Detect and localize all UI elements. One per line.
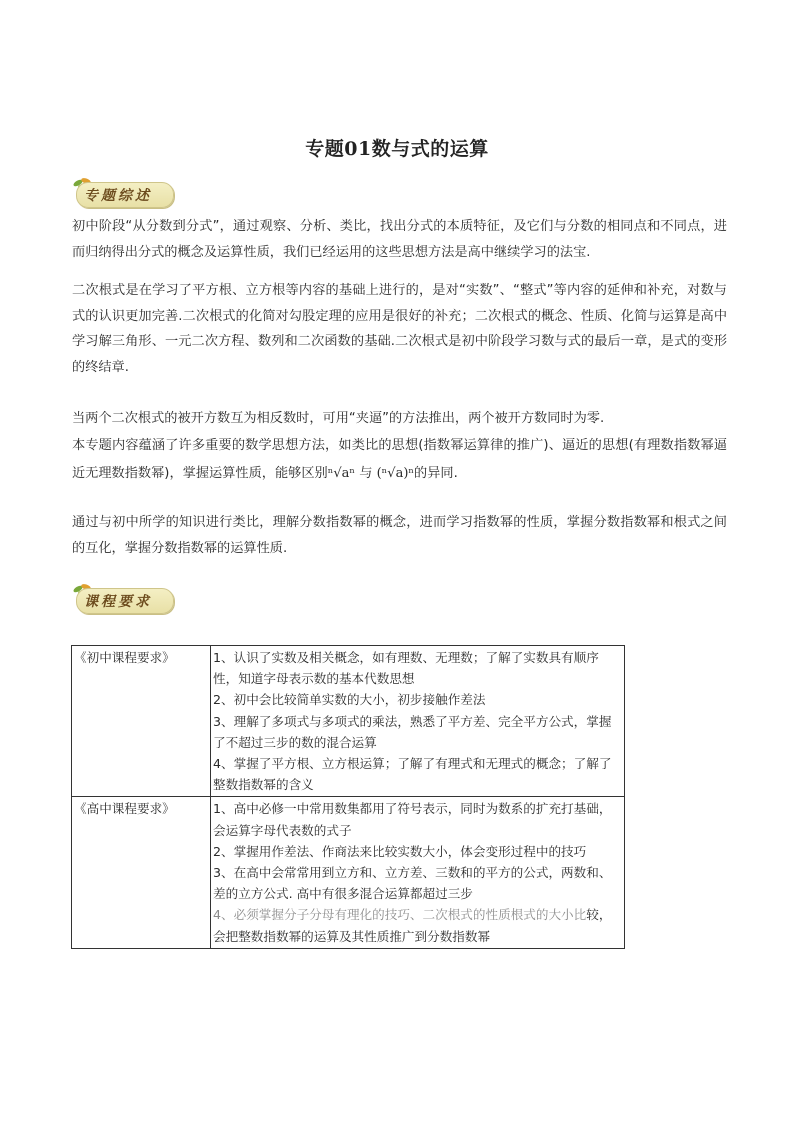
row-content-senior bbox=[211, 797, 625, 948]
row-content-junior bbox=[211, 646, 625, 797]
row-label-senior: 《高中课程要求》 bbox=[72, 797, 211, 948]
list-item: 1、认识了实数及相关概念，如有理数、无理数；了解了实数具有顺序性，知道字母表示数的基本代数思想 bbox=[213, 650, 599, 687]
overview-paragraph-3: 当两个二次根式的被开方数互为相反数时，可用“夹逼”的方法推出，两个被开方数同时为零. bbox=[72, 411, 605, 426]
requirements-tag-label: 课程要求 bbox=[84, 594, 152, 610]
list-item bbox=[213, 904, 622, 946]
requirements-table bbox=[71, 645, 625, 949]
paragraph-4-text-mid: 与 bbox=[355, 466, 377, 481]
overview-section-tag bbox=[72, 176, 174, 206]
list-item-muted-part: 4、必须掌握分子分母有理化的技巧、二次根式的性质根式的大小比 bbox=[213, 907, 587, 923]
row-label-junior: 《初中课程要求》 bbox=[72, 646, 211, 797]
list-item: 3、理解了多项式与多项式的乘法，熟悉了平方差、完全平方公式，掌握了不超过三步的数的混合运算 bbox=[213, 713, 612, 750]
math-power-of-nth-root: (ⁿ√a)ⁿ bbox=[376, 466, 415, 481]
list-item-rest: 较，会把整数指数幂的运算及其性质推广到分数指数幂 bbox=[213, 907, 612, 944]
list-item: 2、初中会比较简单实数的大小，初步接触作差法 bbox=[213, 692, 486, 708]
overview-paragraph-5: 通过与初中所学的知识进行类比，理解分数指数幂的概念，进而学习指数幂的性质，掌握分数指数幂和根式之间的互化，掌握分数指数幂的运算性质. bbox=[72, 515, 727, 556]
list-item: 4、掌握了平方根、立方根运算；了解了有理式和无理式的概念；了解了整数指数幂的含义 bbox=[213, 756, 612, 793]
list-item: 3、在高中会常常用到立方和、立方差、三数和的平方的公式，两数和、差的立方公式. 高中有很多混合运算都超过三步 bbox=[213, 865, 612, 902]
overview-tag-label: 专题综述 bbox=[84, 188, 152, 204]
list-item: 1、高中必修一中常用数集都用了符号表示，同时为数系的扩充打基础，会运算字母代表数的式子 bbox=[213, 801, 612, 838]
requirements-section-tag bbox=[72, 582, 174, 612]
page-title: 专题01数与式的运算 bbox=[305, 138, 489, 160]
table-row bbox=[72, 797, 625, 948]
overview-paragraph-1: 初中阶段“从分数到分式”，通过观察、分析、类比，找出分式的本质特征，及它们与分数的相同点和不同点，进而归纳得出分式的概念及运算性质，我们已经运用的这些思想方法是高中继续学习的法宝. bbox=[72, 219, 727, 260]
paragraph-4-text-after: 的异同. bbox=[414, 466, 458, 481]
paragraph-4-text-before: 本专题内容蕴涵了许多重要的数学思想方法，如类比的思想(指数幂运算律的推广)、逼近的思想(有理数指数幂逼近无理数指数幂)，掌握运算性质，能够区别 bbox=[72, 438, 727, 481]
overview-paragraph-4 bbox=[72, 432, 727, 488]
overview-paragraph-2: 二次根式是在学习了平方根、立方根等内容的基础上进行的，是对“实数”、“整式”等内容的延伸和补充，对数与式的认识更加完善.二次根式的化简对勾股定理的应用是很好的补充；二次根式的概念、性质、化简与运算是高中学习解三角形、一元二次方程、数列和二次函数的基础.二次根式是初中阶段学习数与式的最后一章，是式的变形的终结章. bbox=[72, 283, 727, 375]
list-item: 2、掌握用作差法、作商法来比较实数大小，体会变形过程中的技巧 bbox=[213, 843, 587, 859]
table-row bbox=[72, 646, 625, 797]
math-nth-root-of-a-power: ⁿ√aⁿ bbox=[327, 466, 356, 481]
